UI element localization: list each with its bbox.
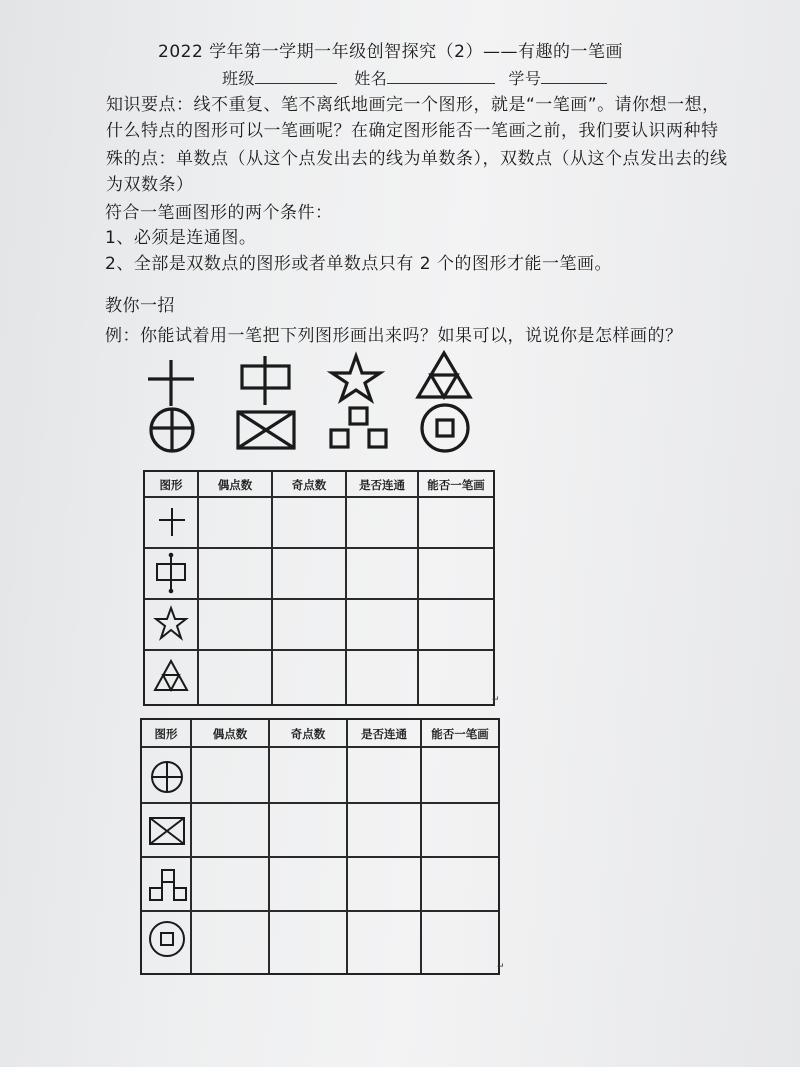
page-title: 2022 学年第一学期一年级创智探究（2）——有趣的一笔画 bbox=[158, 42, 623, 62]
conditions-title: 符合一笔画图形的两个条件： bbox=[105, 203, 333, 223]
condition-1: 1、必须是连通图。 bbox=[105, 228, 257, 248]
condition-2: 2、全部是双数点的图形或者单数点只有 2 个的图形才能一笔画。 bbox=[105, 254, 612, 274]
three-squares-icon bbox=[148, 868, 188, 904]
table2-header-figure: 图形 bbox=[154, 727, 178, 741]
three-squares-icon bbox=[329, 406, 389, 450]
cross-icon bbox=[159, 508, 187, 538]
number-blank[interactable] bbox=[541, 67, 607, 84]
circle-square-icon bbox=[148, 920, 186, 958]
star-in-circle-icon bbox=[330, 354, 382, 404]
class-field bbox=[222, 67, 607, 89]
table1-header-one-stroke: 能否一笔画 bbox=[427, 478, 485, 492]
example-question: 例：你能试着用一笔把下列图形画出来吗？如果可以，说说你是怎样画的？ bbox=[105, 326, 683, 346]
zhong-icon bbox=[240, 356, 292, 408]
circle-square-icon bbox=[418, 402, 472, 454]
triangle-in-circle-icon bbox=[153, 659, 189, 693]
intro-line-3: 殊的点：单数点（从这个点发出去的线为单数条），双数点（从这个点发出去的线 bbox=[106, 149, 728, 169]
intro-line-1: 知识要点：线不重复、笔不离纸地画完一个图形，就是“一笔画”。请你想一想， bbox=[106, 95, 720, 115]
table2-header-one-stroke: 能否一笔画 bbox=[431, 727, 489, 741]
number-label: 学号 bbox=[508, 69, 542, 88]
table2-header-odd-points: 奇点数 bbox=[290, 727, 326, 741]
table1-header-odd-points: 奇点数 bbox=[291, 478, 327, 492]
line-end-mark: ↵ bbox=[497, 962, 505, 972]
name-label: 姓名 bbox=[354, 69, 388, 88]
intro-line-2: 什么特点的图形可以一笔画呢？在确定图形能否一笔画之前，我们要认识两种特 bbox=[106, 121, 719, 141]
star-in-circle-icon bbox=[155, 607, 187, 641]
box-x-icon bbox=[236, 410, 296, 450]
tip-title: 教你一招 bbox=[105, 296, 175, 316]
class-blank[interactable] bbox=[255, 67, 337, 84]
circle-cross-icon bbox=[150, 760, 184, 794]
box-x-icon bbox=[148, 816, 186, 846]
zhong-icon bbox=[155, 552, 187, 594]
triangle-in-circle-icon bbox=[416, 351, 472, 401]
table1-header-figure: 图形 bbox=[159, 478, 183, 492]
intro-line-4: 为双数条） bbox=[106, 175, 194, 195]
table2-header-connected: 是否连通 bbox=[361, 727, 407, 741]
circle-cross-icon bbox=[148, 406, 196, 454]
analysis-table-2 bbox=[140, 718, 500, 975]
table2-header-even-points: 偶点数 bbox=[212, 727, 248, 741]
table1-header-even-points: 偶点数 bbox=[217, 478, 253, 492]
name-blank[interactable] bbox=[387, 67, 495, 84]
table1-header-connected: 是否连通 bbox=[359, 478, 405, 492]
class-label: 班级 bbox=[222, 69, 256, 88]
line-end-mark: ↵ bbox=[492, 695, 500, 705]
cross-icon bbox=[148, 360, 198, 410]
analysis-table-1 bbox=[143, 470, 495, 706]
